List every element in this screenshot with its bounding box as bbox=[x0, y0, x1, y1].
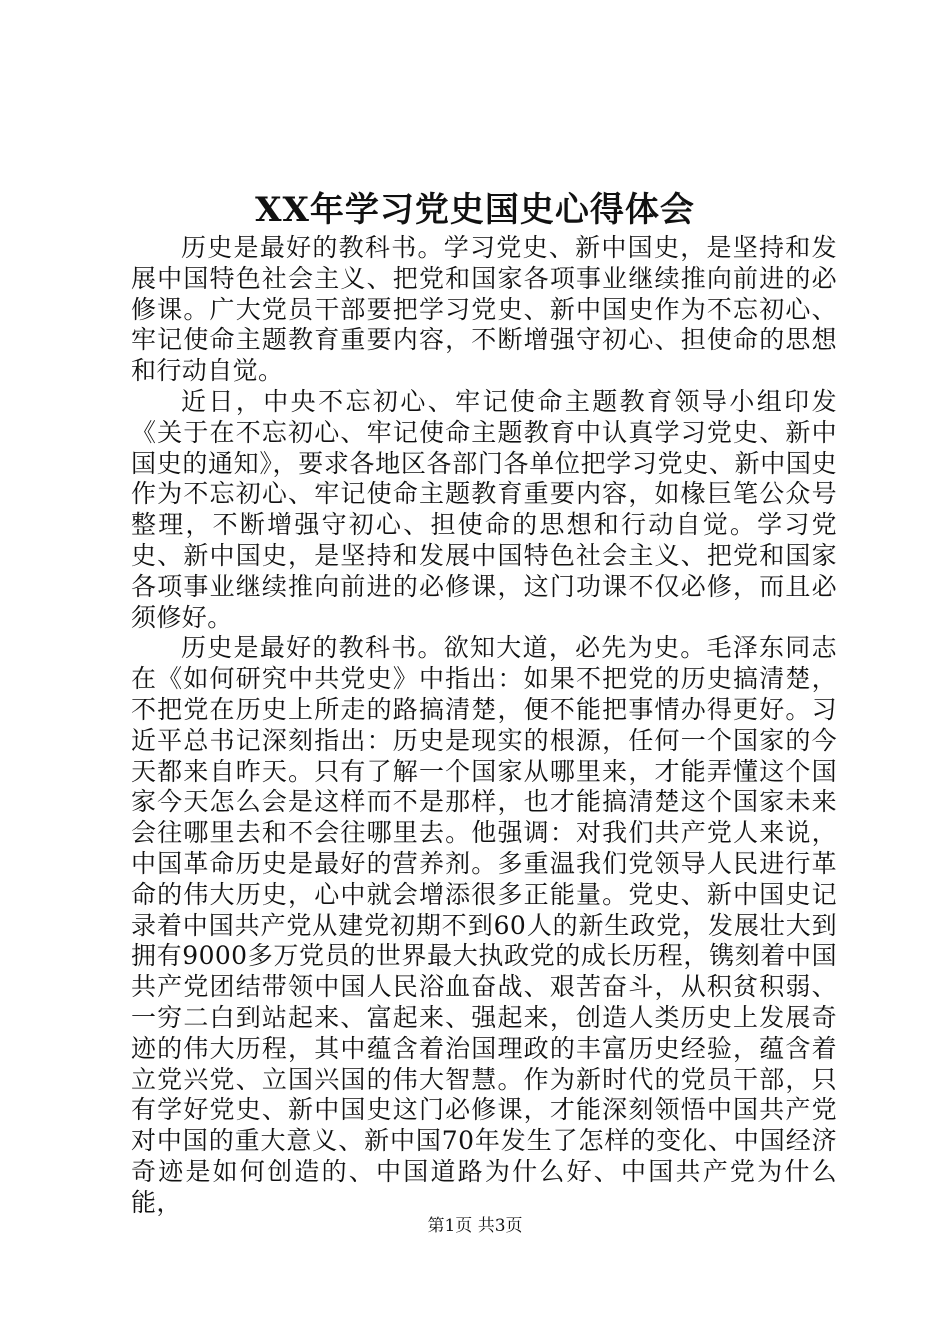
paragraph-1: 历史是最好的教科书。学习党史、新中国史，是坚持和发展中国特色社会主义、把党和国家各项事业继续推向前进的必修课。广大党员干部要把学习党史、新中国史作为不忘初心、牢记使命主题教育重要内容，不断增强守初心、担使命的思想和行动自觉。 bbox=[131, 233, 837, 386]
paragraph-2: 近日，中央不忘初心、牢记使命主题教育领导小组印发《关于在不忘初心、牢记使命主题教育中认真学习党史、新中国史的通知》，要求各地区各部门各单位把学习党史、新中国史作为不忘初心、牢记使命主题教育重要内容，如椽巨笔公众号整理，不断增强守初心、担使命的思想和行动自觉。学习党史、新中国史，是坚持和发展中国特色社会主义、把党和国家各项事业继续推向前进的必修课，这门功课不仅必修，而且必须修好。 bbox=[131, 386, 837, 632]
paragraph-3: 历史是最好的教科书。欲知大道，必先为史。毛泽东同志在《如何研究中共党史》中指出：如果不把党的历史搞清楚，不把党在历史上所走的路搞清楚，便不能把事情办得更好。习近平总书记深刻指出：历史是现实的根源，任何一个国家的今天都来自昨天。只有了解一个国家从哪里来，才能弄懂这个国家今天怎么会是这样而不是那样，也才能搞清楚这个国家未来会往哪里去和不会往哪里去。他强调：对我们共产党人来说，中国革命历史是最好的营养剂。多重温我们党领导人民进行革命的伟大历史，心中就会增添很多正能量。党史、新中国史记录着中国共产党从建党初期不到60人的新生政党，发展壮大到拥有9000多万党员的世界最大执政党的成长历程，镌刻着中国共产党团结带领中国人民浴血奋战、艰苦奋斗，从积贫积弱、一穷二白到站起来、富起来、强起来，创造人类历史上发展奇迹的伟大历程，其中蕴含着治国理政的丰富历史经验，蕴含着立党兴党、立国兴国的伟大智慧。作为新时代的党员干部，只有学好党史、新中国史这门必修课，才能深刻领悟中国共产党对中国的重大意义、新中国70年发生了怎样的变化、中国经济奇迹是如何创造的、中国道路为什么好、中国共产党为什么能， bbox=[131, 633, 837, 1217]
document-title: XX年学习党史国史心得体会 bbox=[255, 190, 695, 230]
page-number-footer: 第1页 共3页 bbox=[427, 1216, 523, 1236]
document-body bbox=[131, 233, 837, 1219]
